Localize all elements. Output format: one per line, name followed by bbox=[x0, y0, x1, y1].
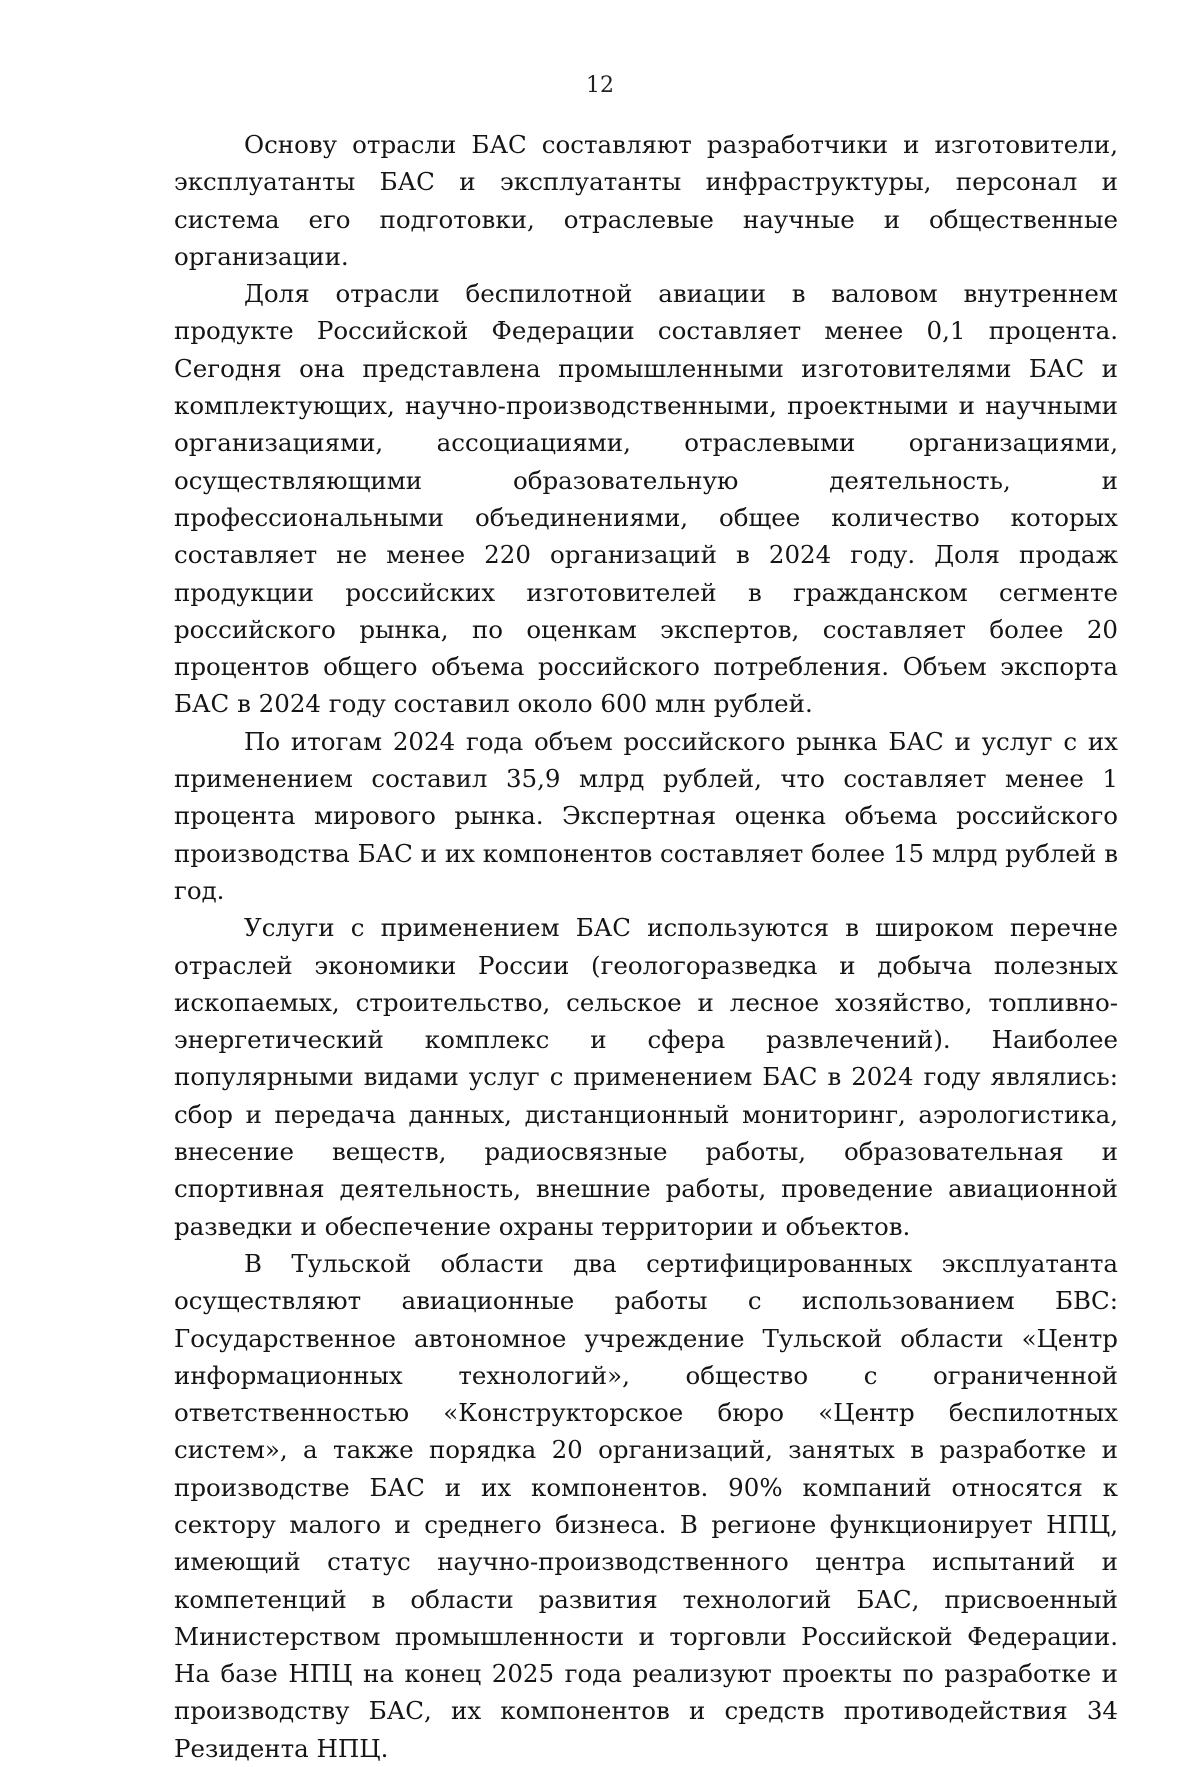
paragraph-tula-region: В Тульской области два сертифицированных эксплуатанта осуществляют авиационные работы с использованием БВС: Государственное автономное учреждение Тульской области «Центр информационных технологий», общество с ограниченной ответственностью «Конструкторское бюро «Центр беспилотных систем», а также порядка 20 организаций, занятых в разработке и производстве БАС и их компонентов. 90% компаний относятся к сектору малого и среднего бизнеса. В регионе функционирует НПЦ, имеющий статус научно-производственного центра испытаний и компетенций в области развития технологий БАС, присвоенный Министерством промышленности и торговли Российской Федерации. На базе НПЦ на конец 2025 года реализуют проекты по разработке и производству БАС, их компонентов и средств противодействия 34 Резидента НПЦ. bbox=[174, 1248, 1118, 1763]
paragraph-services: Услуги с применением БАС используются в широком перечне отраслей экономики России (геологоразведка и добыча полезных ископаемых, строительство, сельское и лесное хозяйство, топливно-энергетический комплекс и сфера развлечений). Наиболее популярными видами услуг с применением БАС в 2024 году являлись: сбор и передача данных, дистанционный мониторинг, аэрологистика, внесение веществ, радиосвязные работы, образовательная и спортивная деятельность, внешние работы, проведение авиационной разведки и обеспечение охраны территории и объектов. bbox=[174, 913, 1118, 1241]
paragraph-industry-composition: Основу отрасли БАС составляют разработчики и изготовители, эксплуатанты БАС и эксплуатанты инфраструктуры, персонал и система его подготовки, отраслевые научные и общественные организации. bbox=[174, 130, 1118, 271]
page-number: 12 bbox=[586, 73, 614, 98]
document-body bbox=[174, 126, 1118, 1767]
paragraph-market-volume: По итогам 2024 года объем российского рынка БАС и услуг с их применением составил 35,9 млрд рублей, что составляет менее 1 процента мирового рынка. Экспертная оценка объема российского производства БАС и их компонентов составляет более 15 млрд рублей в год. bbox=[174, 726, 1118, 905]
paragraph-industry-share: Доля отрасли беспилотной авиации в валовом внутреннем продукте Российской Федерации составляет менее 0,1 процента. Сегодня она представлена промышленными изготовителями БАС и комплектующих, научно-производственными, проектными и научными организациями, ассоциациями, отраслевыми организациями, осуществляющими образовательную деятельность, и профессиональными объединениями, общее количество которых составляет не менее 220 организаций в 2024 году. Доля продаж продукции российских изготовителей в гражданском сегменте российского рынка, по оценкам экспертов, составляет более 20 процентов общего объема российского потребления. Объем экспорта БАС в 2024 году составил около 600 млн рублей. bbox=[174, 279, 1118, 719]
